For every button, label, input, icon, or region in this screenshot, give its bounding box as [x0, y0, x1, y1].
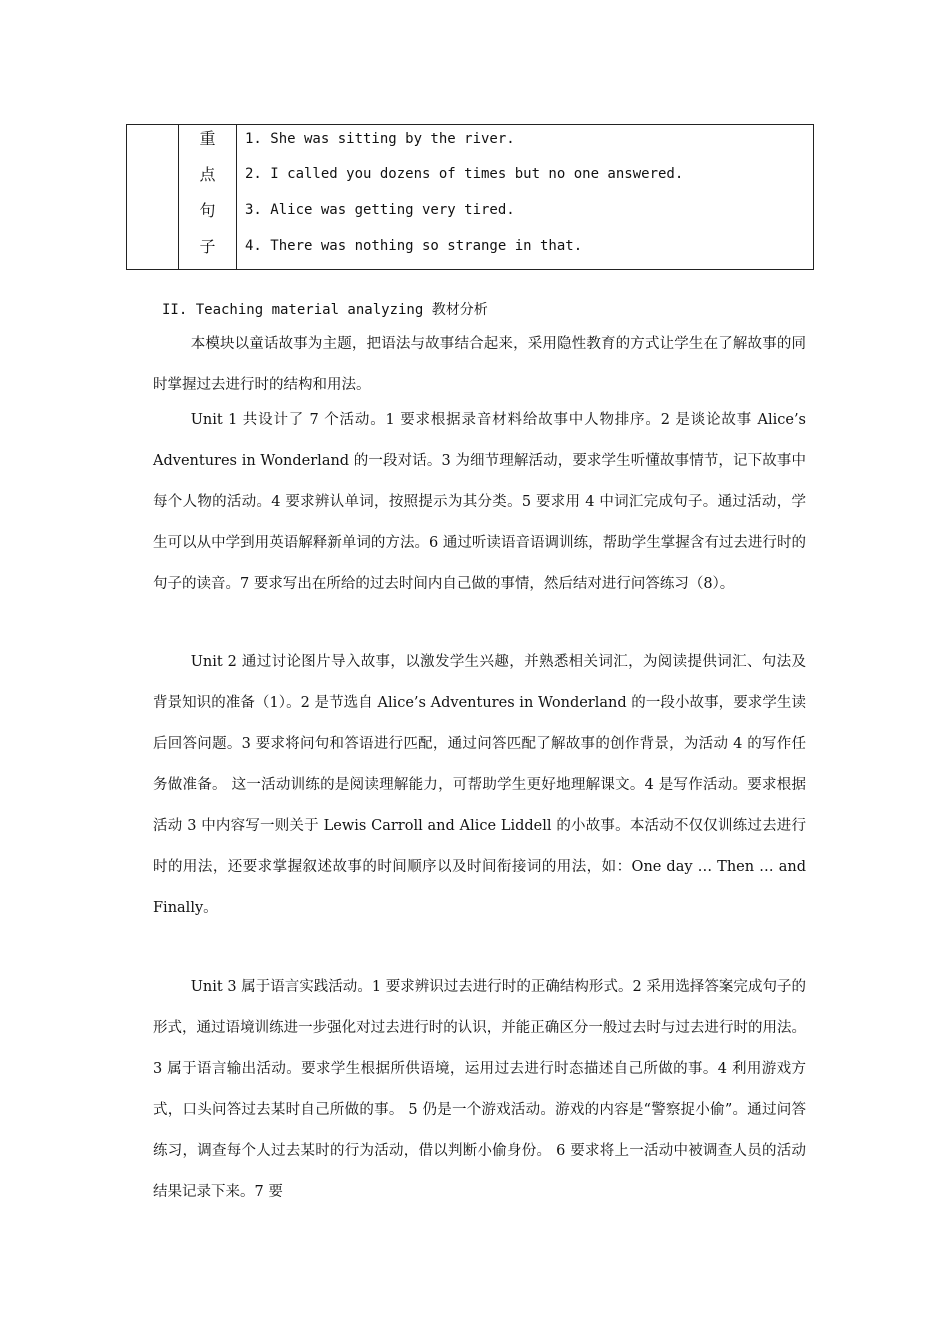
key-sentence: 3. Alice was getting very tired.	[245, 202, 515, 218]
table-label-char: 子	[199, 237, 216, 256]
table-label-char: 点	[199, 165, 216, 184]
paragraph: 本模块以童话故事为主题，把语法与故事结合起来，采用隐性教育的方式让学生在了解故事的同时掌握过去进行时的结构和用法。	[153, 336, 806, 393]
key-sentences-table	[126, 124, 814, 270]
section-heading: II. Teaching material analyzing 教材分析	[162, 302, 488, 318]
key-sentence: 1. She was sitting by the river.	[245, 131, 515, 147]
paragraph: Unit 1 共设计了 7 个活动。1 要求根据录音材料给故事中人物排序。2 是谈论故事 Alice’s Adventures in Wonderland 的一段对话。3 为细节理解活动，要求学生听懂故事情节，记下故事中每个人物的活动。4 要求辨认单词，按照提示为其分类。5 要求用 4 中词汇完成句子。通过活动，学生可以从中学到用英语解释新单词的方法。6 通过听读语音语调训练，帮助学生掌握含有过去进行时的句子的读音。7 要求写出在所给的过去时间内自己做的事情，然后结对进行问答练习（8）。	[153, 412, 806, 592]
table-column-divider	[236, 125, 237, 269]
key-sentence: 2. I called you dozens of times but no one answered.	[245, 166, 684, 182]
paragraph: Unit 2 通过讨论图片导入故事，以激发学生兴趣，并熟悉相关词汇，为阅读提供词汇、句法及背景知识的准备（1）。2 是节选自 Alice’s Adventures in Wonderland 的一段小故事，要求学生读后回答问题。3 要求将问句和答语进行匹配，通过问答匹配了解故事的创作背景，为活动 4 的写作任务做准备。 这一活动训练的是阅读理解能力，可帮助学生更好地理解课文。4 是写作活动。要求根据活动 3 中内容写一则关于 Lewis Carroll and Alice Liddell 的小故事。本活动不仅仅训练过去进行时的用法，还要求掌握叙述故事的时间顺序以及时间衔接词的用法，如：One day … Then … and Finally。	[153, 654, 806, 916]
table-label-char: 句	[199, 201, 216, 220]
table-label-char: 重	[199, 129, 216, 148]
key-sentence: 4. There was nothing so strange in that.	[245, 238, 583, 254]
paragraph: Unit 3 属于语言实践活动。1 要求辨识过去进行时的正确结构形式。2 采用选择答案完成句子的形式，通过语境训练进一步强化对过去进行时的认识，并能正确区分一般过去时与过去进行时的用法。3 属于语言输出活动。要求学生根据所供语境，运用过去进行时态描述自己所做的事。4 利用游戏方式，口头问答过去某时自己所做的事。 5 仍是一个游戏活动。游戏的内容是“警察捉小偷”。通过问答练习，调查每个人过去某时的行为活动，借以判断小偷身份。 6 要求将上一活动中被调查人员的活动结果记录下来。7 要	[153, 979, 806, 1200]
